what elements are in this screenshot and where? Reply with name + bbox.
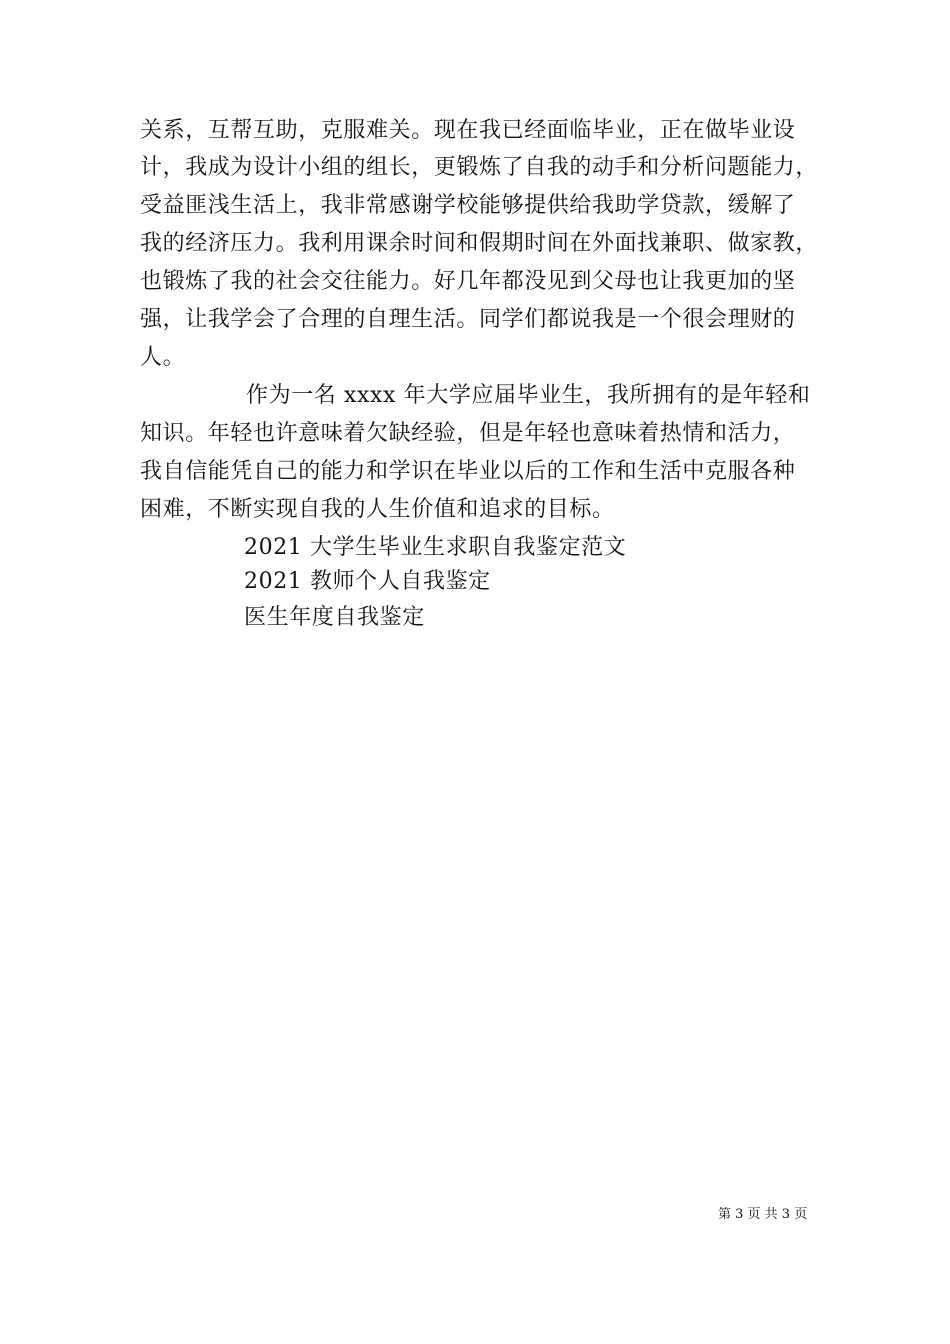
related-link-2[interactable]: 2021 教师个人自我鉴定 [244,569,491,594]
page-number-footer: 第 3 页 共 3 页 [718,1207,808,1222]
paragraph-1-line-5: 也锻炼了我的社会交往能力。好几年都没见到父母也让我更加的坚 [140,269,796,294]
related-link-1[interactable]: 2021 大学生毕业生求职自我鉴定范文 [244,535,627,560]
paragraph-1-line-2: 计，我成为设计小组的组长，更锻炼了自我的动手和分析问题能力， [140,155,819,180]
paragraph-1-line-1: 关系，互帮互助，克服难关。现在我已经面临毕业，正在做毕业设 [140,118,796,143]
paragraph-1-line-4: 我的经济压力。我利用课余时间和假期时间在外面找兼职、做家教， [140,231,819,256]
paragraph-2-line-4: 困难，不断实现自我的人生价值和追求的目标。 [140,497,615,522]
paragraph-2-line-3: 我自信能凭自己的能力和学识在毕业以后的工作和生活中克服各种 [140,459,796,484]
paragraph-1-line-3: 受益匪浅生活上，我非常感谢学校能够提供给我助学贷款，缓解了 [140,193,796,218]
paragraph-1-line-7: 人。 [140,345,186,370]
paragraph-2-line-2: 知识。年轻也许意味着欠缺经验，但是年轻也意味着热情和活力， [140,421,796,446]
paragraph-2-line-1: 作为一名 xxxx 年大学应届毕业生，我所拥有的是年轻和 [246,383,811,408]
paragraph-1-line-6: 强，让我学会了合理的自理生活。同学们都说我是一个很会理财的 [140,307,796,332]
related-link-3[interactable]: 医生年度自我鉴定 [244,605,425,630]
